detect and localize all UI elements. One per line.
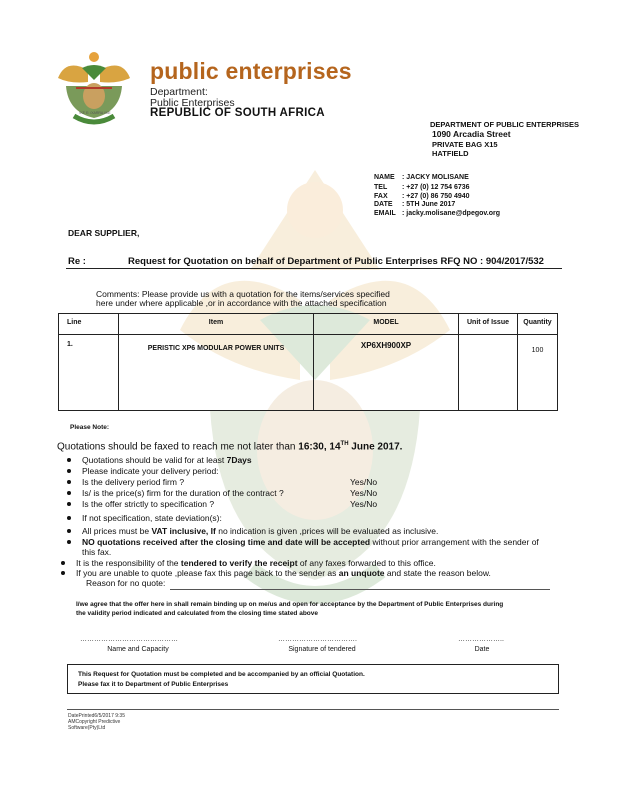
- col-unit: Unit of Issue: [459, 314, 518, 335]
- closing-time-text: NO quotations received after the closing time and date will be accepted without prior arrangement with the sender of: [82, 537, 562, 547]
- yes-no-2: Yes/No: [350, 488, 378, 498]
- name-capacity-line[interactable]: ……………………………………: [80, 636, 178, 643]
- yes-no-1: Yes/No: [350, 477, 378, 487]
- contact-date: DATE : 5TH June 2017: [374, 201, 456, 208]
- table-row: [59, 335, 558, 411]
- notice-box: [67, 664, 559, 694]
- cell-quantity: 100: [518, 335, 558, 411]
- footer-print-info: DatePrinted6/5/2017 9:35 AMCopyright Predictive Software(Pty)Ltd: [68, 713, 125, 731]
- vat-text: All prices must be VAT inclusive, If no indication is given ,prices will be evaluated as inclusive.: [82, 526, 438, 536]
- col-quantity: Quantity: [518, 314, 558, 335]
- validity-text: Quotations should be valid for at least 7Days: [82, 455, 252, 465]
- re-label: Re :: [68, 256, 86, 267]
- delivery-text: Please indicate your delivery period:: [82, 466, 219, 476]
- contact-email: EMAIL : jacky.molisane@dpegov.org: [374, 210, 500, 217]
- department-name: Public Enterprises: [150, 97, 235, 109]
- signature-line[interactable]: …………………………….: [278, 636, 357, 643]
- table-header-row: [59, 314, 558, 335]
- cell-unit: [459, 335, 518, 411]
- contact-fax: FAX : +27 (0) 86 750 4940: [374, 193, 470, 200]
- agreement-text: I/we agree that the offer here in shall remain binding up on me/us and open for acceptance by the Department of Public Enterprises during the validity period indicated and calculated from the closing time stated above: [76, 601, 504, 617]
- comments: Comments: Please provide us with a quotation for the items/services specified here under where applicable ,or in accordance with the attached specification: [96, 289, 390, 308]
- col-item: Item: [119, 314, 314, 335]
- yes-no-3: Yes/No: [350, 499, 378, 509]
- responsibility-text: It is the responsibility of the tendered to verify the receipt of any faxes forwarded to this office.: [76, 558, 436, 568]
- col-model: MODEL: [314, 314, 459, 335]
- deviation-text: If not specification, state deviation(s):: [82, 513, 222, 523]
- name-capacity-label: Name and Capacity: [107, 646, 169, 653]
- signature-label: Signature of tendered: [288, 646, 356, 653]
- no-quote-reason-line[interactable]: [170, 589, 550, 590]
- address-street: 1090 Arcadia Street: [432, 129, 511, 139]
- cell-item: PERISTIC XP6 MODULAR POWER UNITS: [119, 335, 314, 411]
- unquote-text: If you are unable to quote ,please fax this page back to the sender as an unquote and state the reason below.: [76, 568, 491, 578]
- greeting: DEAR SUPPLIER,: [68, 228, 140, 238]
- address-area: HATFIELD: [432, 149, 469, 158]
- contact-name: NAME : JACKY MOLISANE: [374, 174, 469, 181]
- address-bag: PRIVATE BAG X15: [432, 140, 498, 149]
- date-label: Date: [474, 646, 490, 653]
- country-name: REPUBLIC OF SOUTH AFRICA: [150, 107, 325, 119]
- cell-line: 1.: [59, 335, 119, 411]
- notice-line-1: This Request for Quotation must be completed and be accompanied by an official Quotation.: [78, 671, 365, 678]
- cell-model: XP6XH900XP: [314, 335, 459, 411]
- items-table: [58, 313, 558, 411]
- department-label: Department:: [150, 86, 208, 98]
- brand-title: public enterprises: [150, 58, 352, 84]
- contact-tel: TEL : +27 (0) 12 754 6736: [374, 184, 470, 191]
- please-note: Please Note:: [70, 424, 110, 431]
- deadline-text: Quotations should be faxed to reach me not later than 16:30, 14TH June 2017.: [57, 441, 403, 453]
- notice-line-2: Please fax it to Department of Public Enterprises: [78, 681, 229, 688]
- footer-divider: [67, 709, 559, 710]
- rfq-subject: Request for Quotation on behalf of Department of Public Enterprises RFQ NO : 904/2017/532: [128, 256, 544, 267]
- question-spec: Is the offer strictly to specification ?: [82, 499, 214, 509]
- question-delivery-firm: Is the delivery period firm ?: [82, 477, 184, 487]
- no-quote-reason-label: Reason for no quote:: [86, 578, 166, 588]
- question-price-firm: Is/ is the price(s) firm for the duration of the contract ?: [82, 488, 284, 498]
- address-org: DEPARTMENT OF PUBLIC ENTERPRISES: [430, 120, 580, 129]
- col-line: Line: [59, 314, 119, 335]
- closing-time-text-cont: this fax.: [82, 547, 112, 557]
- subject-divider: [66, 268, 562, 269]
- date-line[interactable]: ………………..: [458, 636, 504, 643]
- emblem-motto: !KE E: /XARRA //KE: [79, 111, 111, 115]
